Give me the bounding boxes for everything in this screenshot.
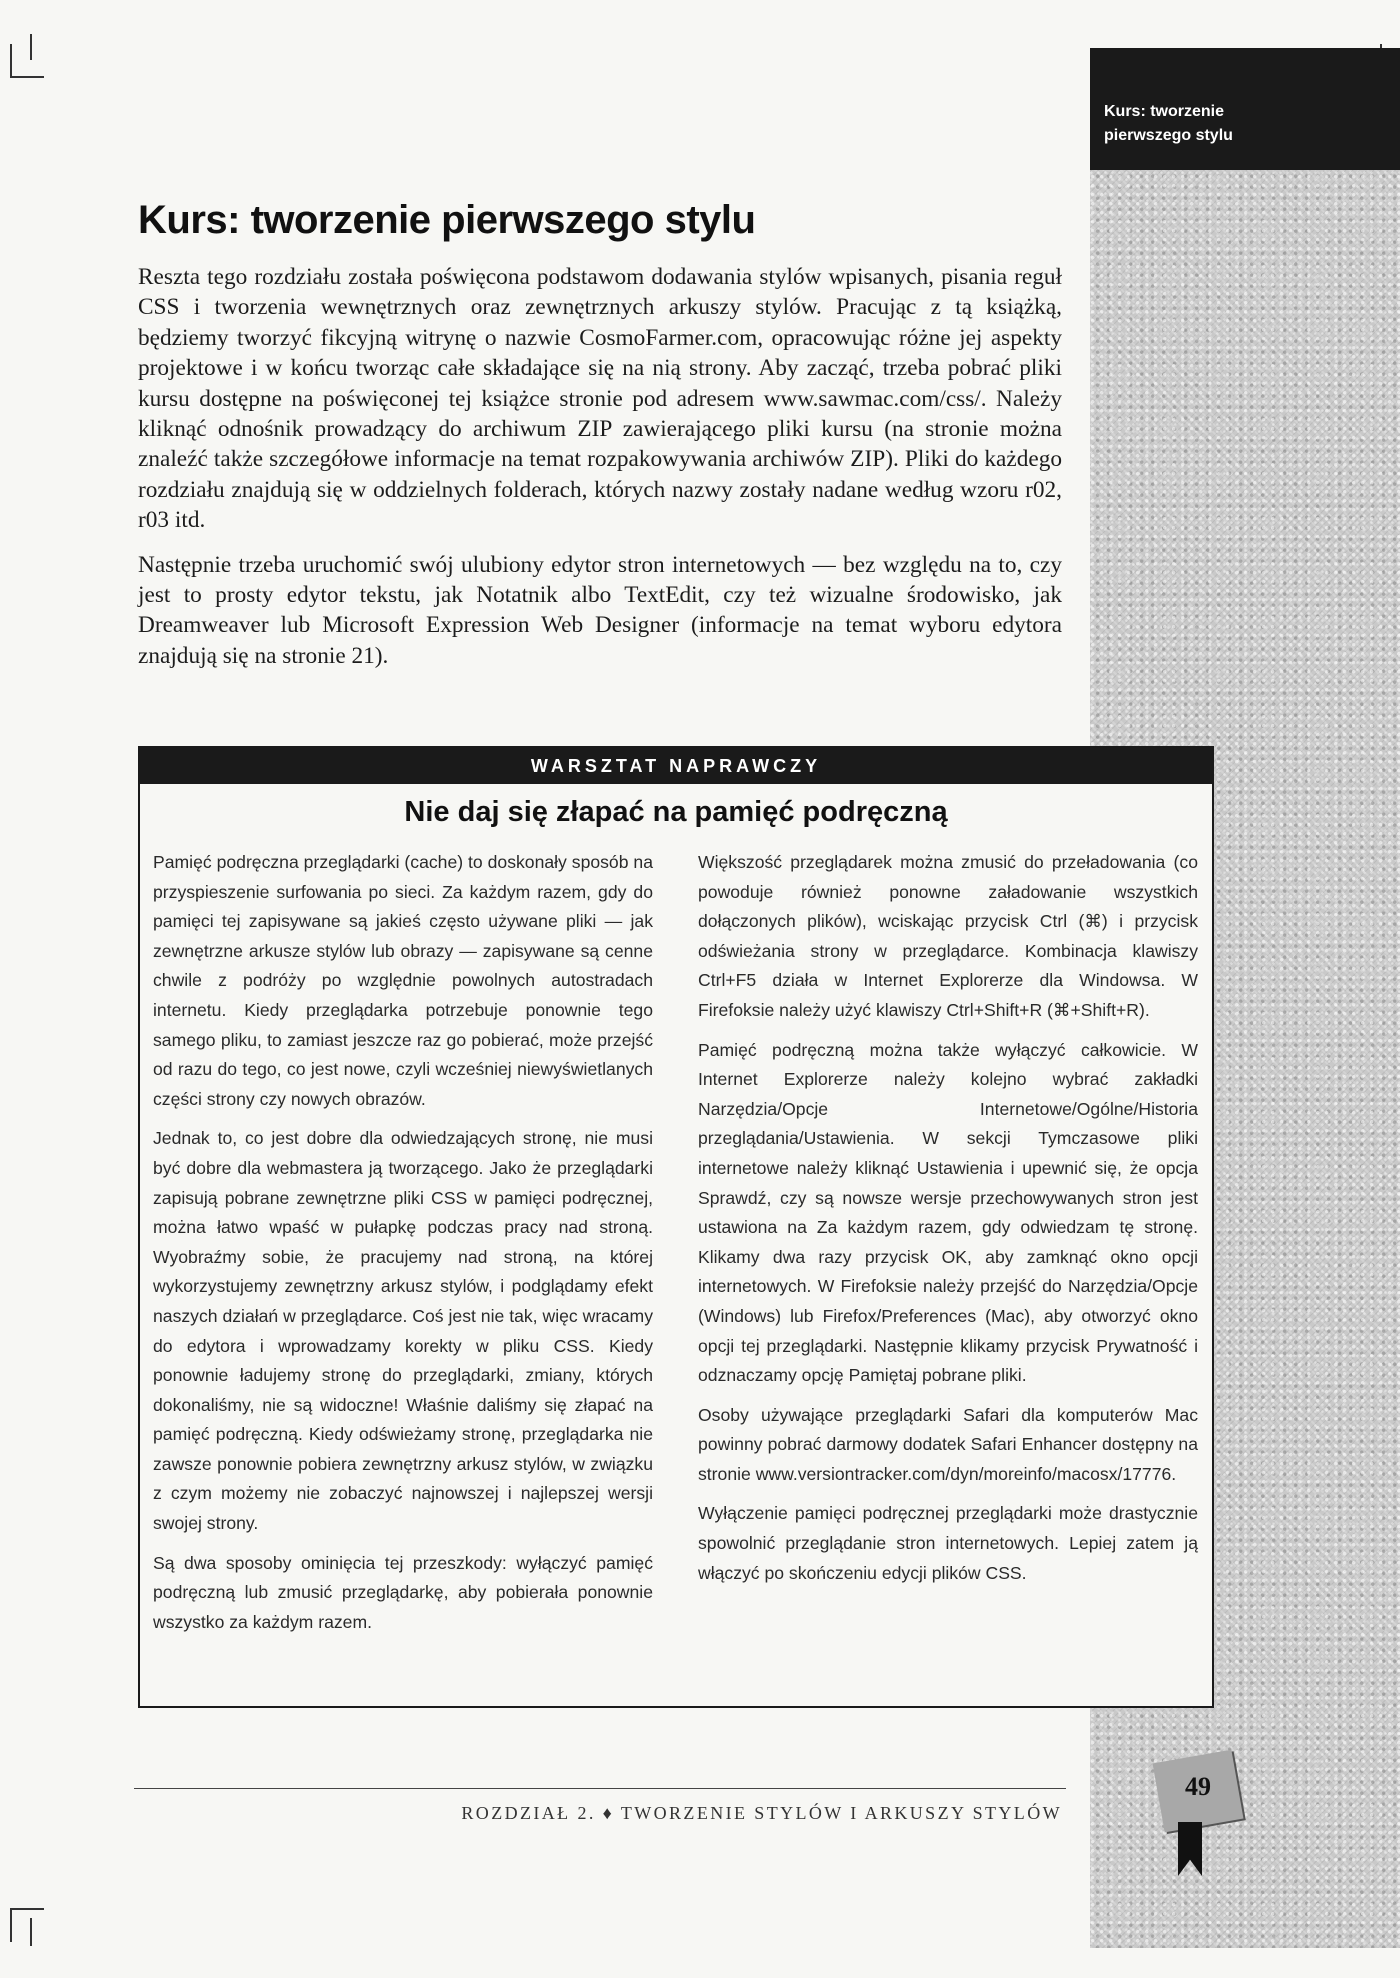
- sidebar-box: [138, 746, 1214, 1708]
- crop-mark-bottom-left: [10, 1908, 44, 1942]
- sidebar-paragraph: Większość przeglądarek można zmusić do przeładowania (co powoduje również ponowne załadowanie wszystkich dołączonych plików), wciskając przycisk Ctrl (⌘) i przycisk odświeżania strony w przeglądarce. Kombinacja klawiszy Ctrl+F5 działa w Internet Explorerze dla Windowsa. W Firefoksie należy użyć klawiszy Ctrl+Shift+R (⌘+Shift+R).: [698, 852, 1198, 1020]
- sidebar-paragraph: Pamięć podręczna przeglądarki (cache) to doskonały sposób na przyspieszenie surfowania po sieci. Za każdym razem, gdy do pamięci tej zapisywane są jakieś często używane pliki — jak zewnętrzne arkusze stylów lub obrazy — zapisywane są cenne chwile z podróży po względnie powolnych autostradach internetu. Kiedy przeglądarka potrzebuje ponownie tego samego pliku, to zamiast jeszcze raz go pobierać, może przejść od razu do tego, co jest nowe, czyli wcześniej niewyświetlanych części strony czy nowych obrazów.: [153, 852, 653, 1109]
- section-tab-text: Kurs: tworzenie pierwszego stylu: [1104, 103, 1233, 144]
- sidebar-paragraph: Są dwa sposoby ominięcia tej przeszkody: wyłączyć pamięć podręczną lub zmusić przeglądarkę, aby pobierała ponownie wszystko za każdym razem.: [153, 1552, 653, 1632]
- footer-rule: [134, 1788, 1066, 1789]
- main-body: [138, 262, 1062, 685]
- sidebar-title: Nie daj się złapać na pamięć podręczną: [404, 796, 948, 828]
- sidebar-column-left: [153, 848, 653, 1647]
- page-number: 49: [1185, 1772, 1211, 1801]
- main-paragraph: Następnie trzeba uruchomić swój ulubiony edytor stron internetowych — bez względu na to, czy jest to prosty edytor tekstu, jak Notatnik albo TextEdit, czy też wizualne środowisko, jak Dreamweaver lub Microsoft Expression Web Designer (informacje na temat wyboru edytora znajdują się na stronie 21).: [138, 551, 1062, 669]
- sidebar-label: WARSZTAT NAPRAWCZY: [140, 748, 1212, 784]
- section-tab: [1090, 48, 1400, 170]
- sidebar-paragraph: Pamięć podręczną można także wyłączyć całkowicie. W Internet Explorerze należy kolejno wybrać zakładki Narzędzia/Opcje Internetowe/Ogólne/Historia przeglądania/Ustawienia. W sekcji Tymczasowe pliki internetowe należy kliknąć Ustawienia i upewnić się, że opcja Sprawdź, czy są nowsze wersje przechowywanych stron jest ustawiona na Za każdym razem, gdy odwiedzam tę stronę. Klikamy dwa razy przycisk OK, aby zamknąć okno opcji internetowych. W Firefoksie należy przejść do Narzędzia/Opcje (Windows) lub Firefox/Preferences (Mac), aby otworzyć okno opcji tej przeglądarki. Następnie klikamy przycisk Prywatność i odznaczamy opcję Pamiętaj pobrane pliki.: [698, 1039, 1198, 1386]
- running-footer: ROZDZIAŁ 2. ♦ TWORZENIE STYLÓW I ARKUSZY STYLÓW: [461, 1803, 1062, 1823]
- sidebar-paragraph: Jednak to, co jest dobre dla odwiedzających stronę, nie musi być dobre dla webmastera ją tworzącego. Jako że przeglądarki zapisują pobrane zewnętrzne pliki CSS w pamięci podręcznej, można łatwo wpaść w pułapkę podczas pracy nad stroną. Wyobraźmy sobie, że pracujemy nad stroną, na której wykorzystujemy zewnętrzny arkusz stylów, i podglądamy efekt naszych działań w przeglądarce. Coś jest nie tak, więc wracamy do edytora i wprowadzamy korekty w pliku CSS. Kiedy ponownie ładujemy stronę do przeglądarki, zmiany, których dokonaliśmy, nie są widoczne! Właśnie daliśmy się złapać na pamięć podręczną. Kiedy odświeżamy stronę, przeglądarka nie zawsze ponownie pobiera zewnętrzny arkusz stylów, w związku z czym możemy nie zobaczyć najnowszej i najlepszej wersji swojej strony.: [153, 1128, 653, 1534]
- main-paragraph: Reszta tego rozdziału została poświęcona podstawom dodawania stylów wpisanych, pisania reguł CSS i tworzenia wewnętrznych oraz zewnętrznych arkuszy stylów. Pracując z tą książką, będziemy tworzyć fikcyjną witrynę o nazwie CosmoFarmer.com, opracowując różne jej aspekty projektowe i w końcu tworząc całe składające się na nią strony. Aby zacząć, trzeba pobrać pliki kursu dostępne na poświęconej tej książce stronie pod adresem www.sawmac.com/css/. Należy kliknąć odnośnik prowadzący do archiwum ZIP zawierającego pliki kursu (na stronie można znaleźć także szczegółowe informacje na temat rozpakowywania archiwów ZIP). Pliki do każdego rozdziału znajdują się w oddzielnych folderach, których nazwy zostały nadane według wzoru r02, r03 itd.: [138, 264, 1062, 534]
- sidebar-paragraph: Wyłączenie pamięci podręcznej przeglądarki może drastycznie spowolnić przeglądanie stron internetowych. Lepiej zatem ją włączyć po skończeniu edycji plików CSS.: [698, 1503, 1198, 1583]
- sidebar-column-right: [698, 848, 1198, 1598]
- page-title: Kurs: tworzenie pierwszego stylu: [138, 198, 756, 242]
- crop-mark-top-left: [10, 44, 44, 78]
- sidebar-paragraph: Osoby używające przeglądarki Safari dla komputerów Mac powinny pobrać darmowy dodatek Safari Enhancer dostępny na stronie www.versiontracker.com/dyn/moreinfo/macosx/17776.: [698, 1404, 1198, 1484]
